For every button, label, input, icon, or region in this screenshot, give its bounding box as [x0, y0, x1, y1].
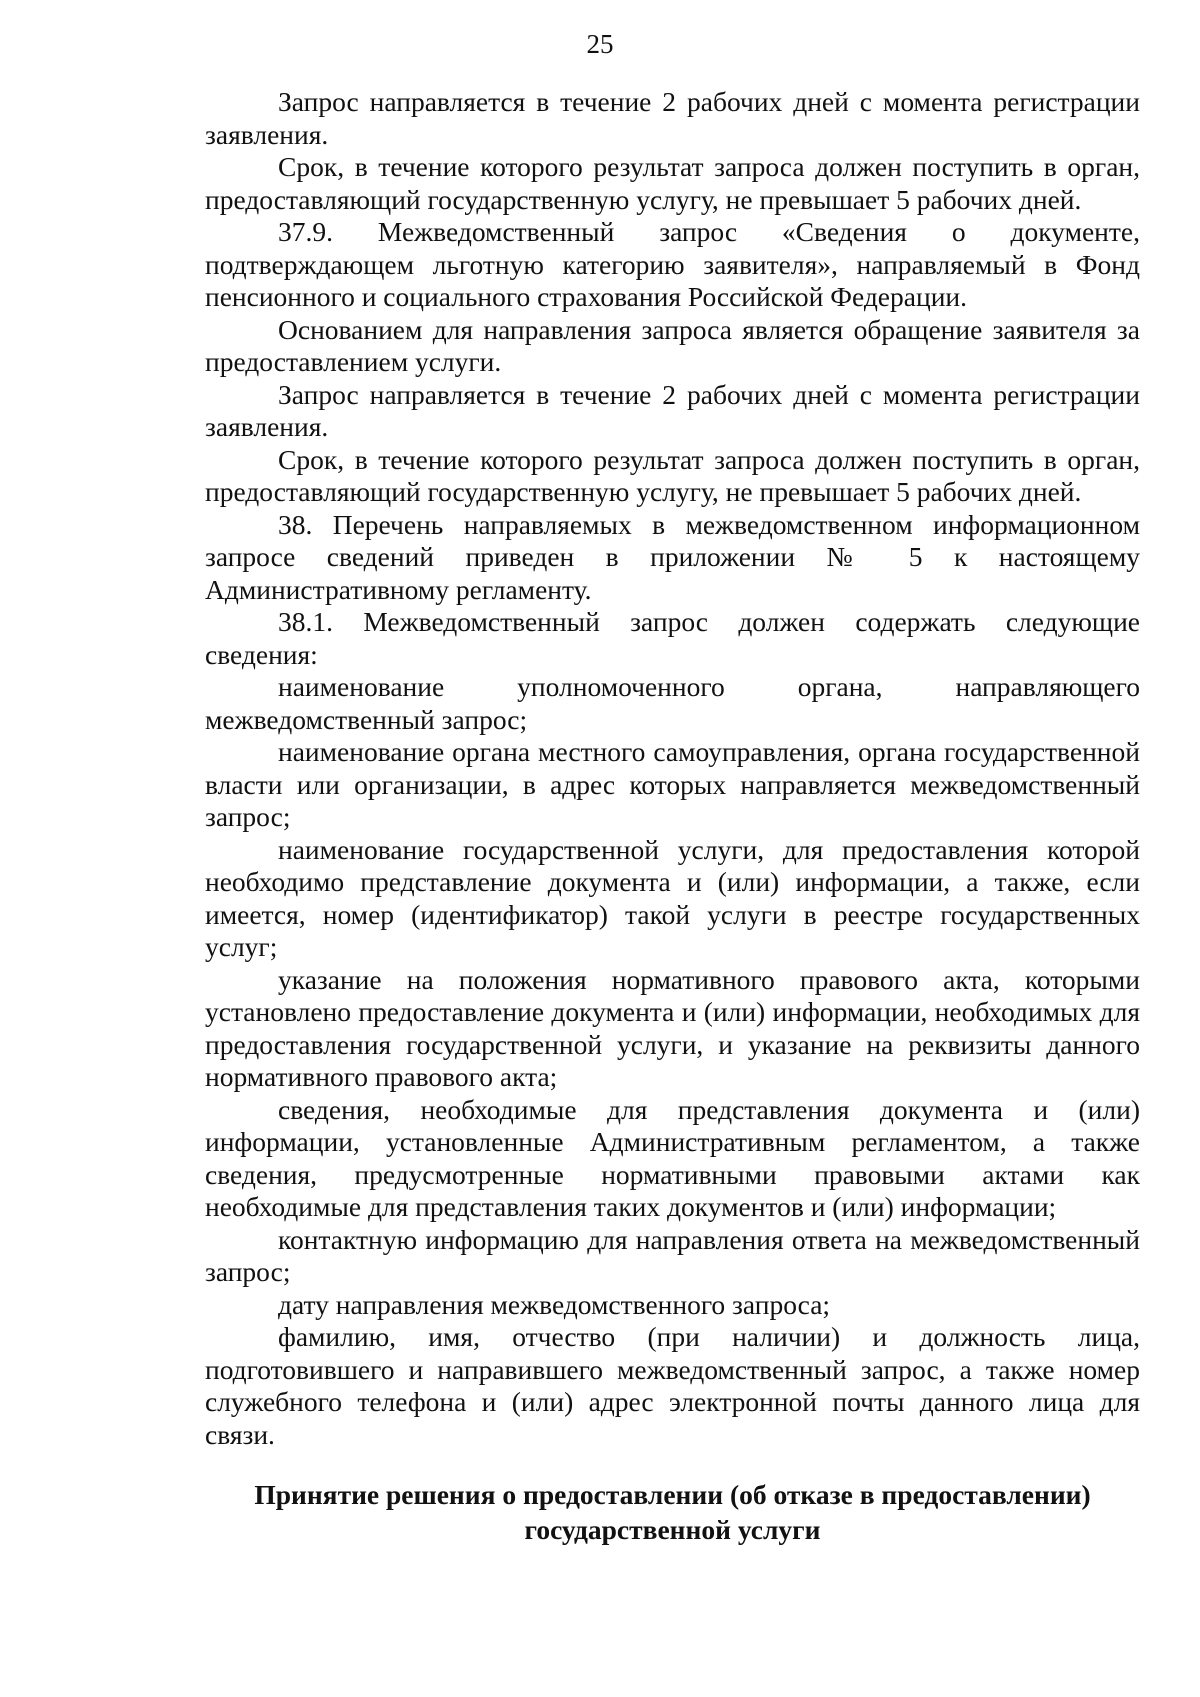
section-heading-line: Принятие решения о предоставлении (об отказе в предоставлении): [254, 1479, 1091, 1510]
paragraph: 37.9. Межведомственный запрос «Сведения о документе, подтверждающем льготную категорию заявителя», направляемый в Фонд пенсионного и социального страхования Российской Федерации.: [205, 216, 1140, 312]
list-item: фамилию, имя, отчество (при наличии) и должность лица, подготовившего и направившего межведомственный запрос, а также номер служебного телефона и (или) адрес электронной почты данного лица для связи.: [205, 1321, 1140, 1450]
paragraph: Основанием для направления запроса является обращение заявителя за предоставлением услуги.: [205, 313, 1140, 377]
section-heading-line: государственной услуги: [524, 1514, 821, 1545]
list-item: наименование органа местного самоуправления, органа государственной власти или организации, в адрес которых направляется межведомственный запрос;: [205, 736, 1140, 832]
paragraph: Запрос направляется в течение 2 рабочих дней с момента регистрации заявления.: [205, 378, 1140, 442]
section-heading: [205, 1477, 1140, 1547]
list-item: контактную информацию для направления ответа на межведомственный запрос;: [205, 1223, 1140, 1287]
list-item: сведения, необходимые для представления документа и (или) информации, установленные Административным регламентом, а также сведения, предусмотренные нормативными правовыми актами как необходимые для представления таких документов и (или) информации;: [205, 1093, 1140, 1222]
paragraph: 38. Перечень направляемых в межведомственном информационном запросе сведений приведен в приложении № 5 к настоящему Административному регламенту.: [205, 508, 1140, 605]
body-text: [205, 86, 1140, 1451]
paragraph: 38.1. Межведомственный запрос должен содержать следующие сведения:: [205, 606, 1140, 670]
list-item: наименование государственной услуги, для предоставления которой необходимо представление документа и (или) информации, а также, если имеется, номер (идентификатор) такой услуги в реестре государственных услуг;: [205, 833, 1140, 962]
paragraph: Запрос направляется в течение 2 рабочих дней с момента регистрации заявления.: [205, 86, 1140, 150]
page-number: 25: [586, 29, 614, 59]
list-item: указание на положения нормативного правового акта, которыми установлено предоставление документа и (или) информации, необходимых для предоставления государственной услуги, и указание на реквизиты данного нормативного правового акта;: [205, 963, 1140, 1092]
paragraph: Срок, в течение которого результат запроса должен поступить в орган, предоставляющий государственную услугу, не превышает 5 рабочих дней.: [205, 151, 1140, 215]
paragraph: Срок, в течение которого результат запроса должен поступить в орган, предоставляющий государственную услугу, не превышает 5 рабочих дней.: [205, 443, 1140, 507]
list-item: наименование уполномоченного органа, направляющего межведомственный запрос;: [205, 671, 1140, 735]
list-item: дату направления межведомственного запроса;: [278, 1288, 831, 1320]
